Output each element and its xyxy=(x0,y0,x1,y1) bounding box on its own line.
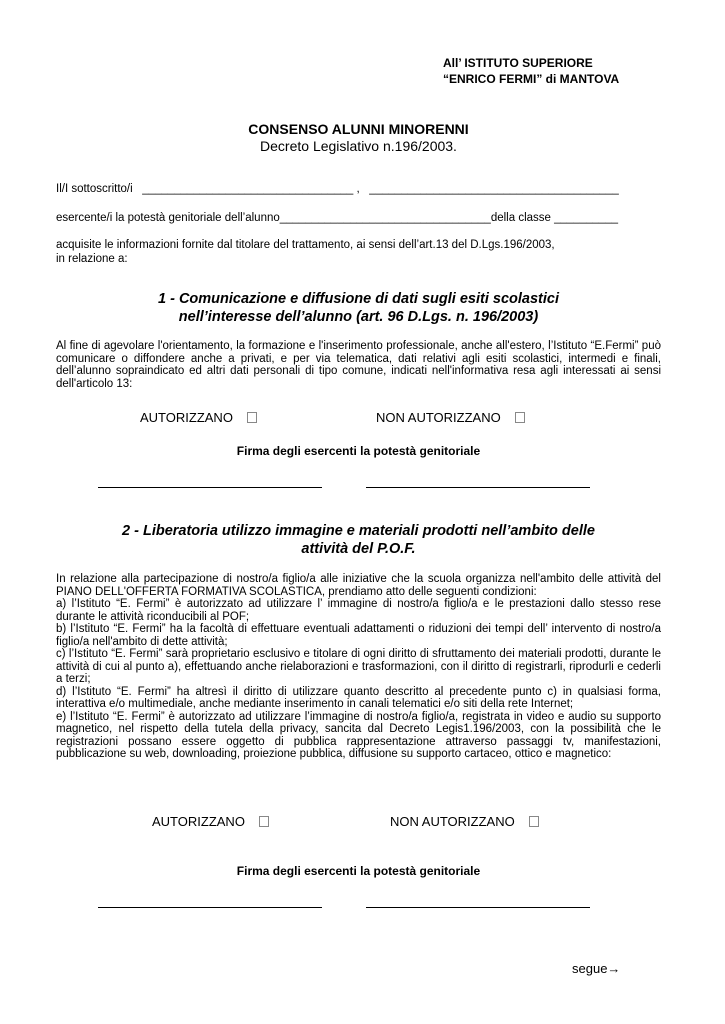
section1-authorize-option[interactable] xyxy=(140,410,257,425)
section2-heading-line-2: attività del P.O.F. xyxy=(301,541,416,557)
section1-heading-line-2: nell’interesse dell’alunno (art. 96 D.Lgs. n. 196/2003) xyxy=(178,309,539,325)
authorize-label: AUTORIZZANO xyxy=(140,410,233,425)
signer-line[interactable]: Il/I sottoscritto/i _________________________________ , _______________________________________ xyxy=(56,183,619,195)
section1-body xyxy=(56,340,661,390)
section1-heading xyxy=(0,290,717,326)
document-subtitle: Decreto Legislativo n.196/2003. xyxy=(260,138,457,154)
section2-body xyxy=(56,573,661,761)
authorize-label: AUTORIZZANO xyxy=(152,814,245,829)
recipient-line-2: “ENRICO FERMI” di MANTOVA xyxy=(443,71,620,86)
document-title: CONSENSO ALUNNI MINORENNI xyxy=(248,121,469,137)
section2-item-e: e) l’Istituto “E. Fermi” è autorizzato ad utilizzare l’immagine di nostro/a figlio/a, registrata in video e audio su supporto magnetico, nel rispetto della tutela della privacy, sancita dal Decreto Legis1.196/2003, con la possibilità che le registrazioni possano essere oggetto di pubblica rappresentazione attraverso passaggi tv, manifestazioni, pubblicazione su web, downloading, proiezione pubblica, diffusione su supporto cartaceo, ottico e magnetico: xyxy=(56,710,661,760)
section2-item-a: a) l’Istituto “E. Fermi” è autorizzato ad utilizzare l’ immagine di nostro/a figlio/a e le prestazioni dallo stesso rese durante le attività riconducibili al POF; xyxy=(56,598,661,623)
not-authorize-checkbox[interactable] xyxy=(515,412,525,423)
section2-item-b: b) l’Istituto “E. Fermi” ha la facoltà di effettuare eventuali adattamenti o riduzioni dei tempi dell’ intervento di nostro/a figlio/a nell'ambito di dette attività; xyxy=(56,623,661,648)
section2-signature-line-2[interactable] xyxy=(366,907,590,908)
section2-item-d: d) l’Istituto “E. Fermi” ha altresì il diritto di utilizzare quanto descritto al precedente punto c) in qualsiasi forma, interattiva e/o multimediale, anche mediante inserimento in canali telematici e/o siti della rete Internet; xyxy=(56,685,661,710)
recipient-line-1: All’ ISTITUTO SUPERIORE xyxy=(443,56,593,70)
section2-heading-line-1: 2 - Liberatoria utilizzo immagine e materiali prodotti nell’ambito delle xyxy=(122,523,595,539)
not-authorize-checkbox[interactable] xyxy=(529,816,539,827)
section2-item-c: c) l’Istituto “E. Fermi” sarà proprietario esclusivo e titolare di ogni diritto di sfruttamento dei materiali prodotti, durante le attività di cui al punto a), effettuando anche rielaborazioni e trasformazioni, con il diritto di registrarli, riprodurli e cederli a terzi; xyxy=(56,648,661,685)
section2-not-authorize-option[interactable] xyxy=(390,814,539,829)
section1-not-authorize-option[interactable] xyxy=(376,410,525,425)
authorize-checkbox[interactable] xyxy=(247,412,257,423)
not-authorize-label: NON AUTORIZZANO xyxy=(376,410,501,425)
section1-signature-line-1[interactable] xyxy=(98,487,322,488)
recipient-address xyxy=(443,56,619,87)
section1-heading-line-1: 1 - Comunicazione e diffusione di dati sugli esiti scolastici xyxy=(158,291,559,307)
section1-signature-label: Firma degli esercenti la potestà genitoriale xyxy=(236,444,481,458)
intro-line-2: in relazione a: xyxy=(56,253,128,265)
section2-signature-line-1[interactable] xyxy=(98,907,322,908)
continue-label: segue→ xyxy=(572,961,621,976)
authorize-checkbox[interactable] xyxy=(259,816,269,827)
parent-line[interactable]: esercente/i la potestà genitoriale dell’alunno_________________________________della classe __________ xyxy=(56,212,619,224)
section2-intro: In relazione alla partecipazione di nostro/a figlio/a alle iniziative che la scuola organizza nell'ambito delle attività del PIANO DELL'OFFERTA FORMATIVA SCOLASTICA, prendiamo atto delle seguenti condizioni: xyxy=(56,573,661,598)
section1-paragraph: Al fine di agevolare l'orientamento, la formazione e l'inserimento professionale, anche all'estero, l’Istituto “E.Fermi” può comunicare o diffondere anche a privati, e per via telematica, dati relativi agli esiti scolastici, intermedi e finali, dell’alunno sopraindicato ed altri dati personali di tipo comune, indicati nell'informativa resa agli interessati ai sensi dell'articolo 13: xyxy=(56,340,661,390)
not-authorize-label: NON AUTORIZZANO xyxy=(390,814,515,829)
section2-authorize-option[interactable] xyxy=(152,814,269,829)
section1-signature-line-2[interactable] xyxy=(366,487,590,488)
section2-signature-label: Firma degli esercenti la potestà genitoriale xyxy=(236,864,481,878)
intro-line-1: acquisite le informazioni fornite dal titolare del trattamento, ai sensi dell’art.13 del D.Lgs.196/2003, xyxy=(56,239,555,251)
section2-heading xyxy=(0,522,717,558)
